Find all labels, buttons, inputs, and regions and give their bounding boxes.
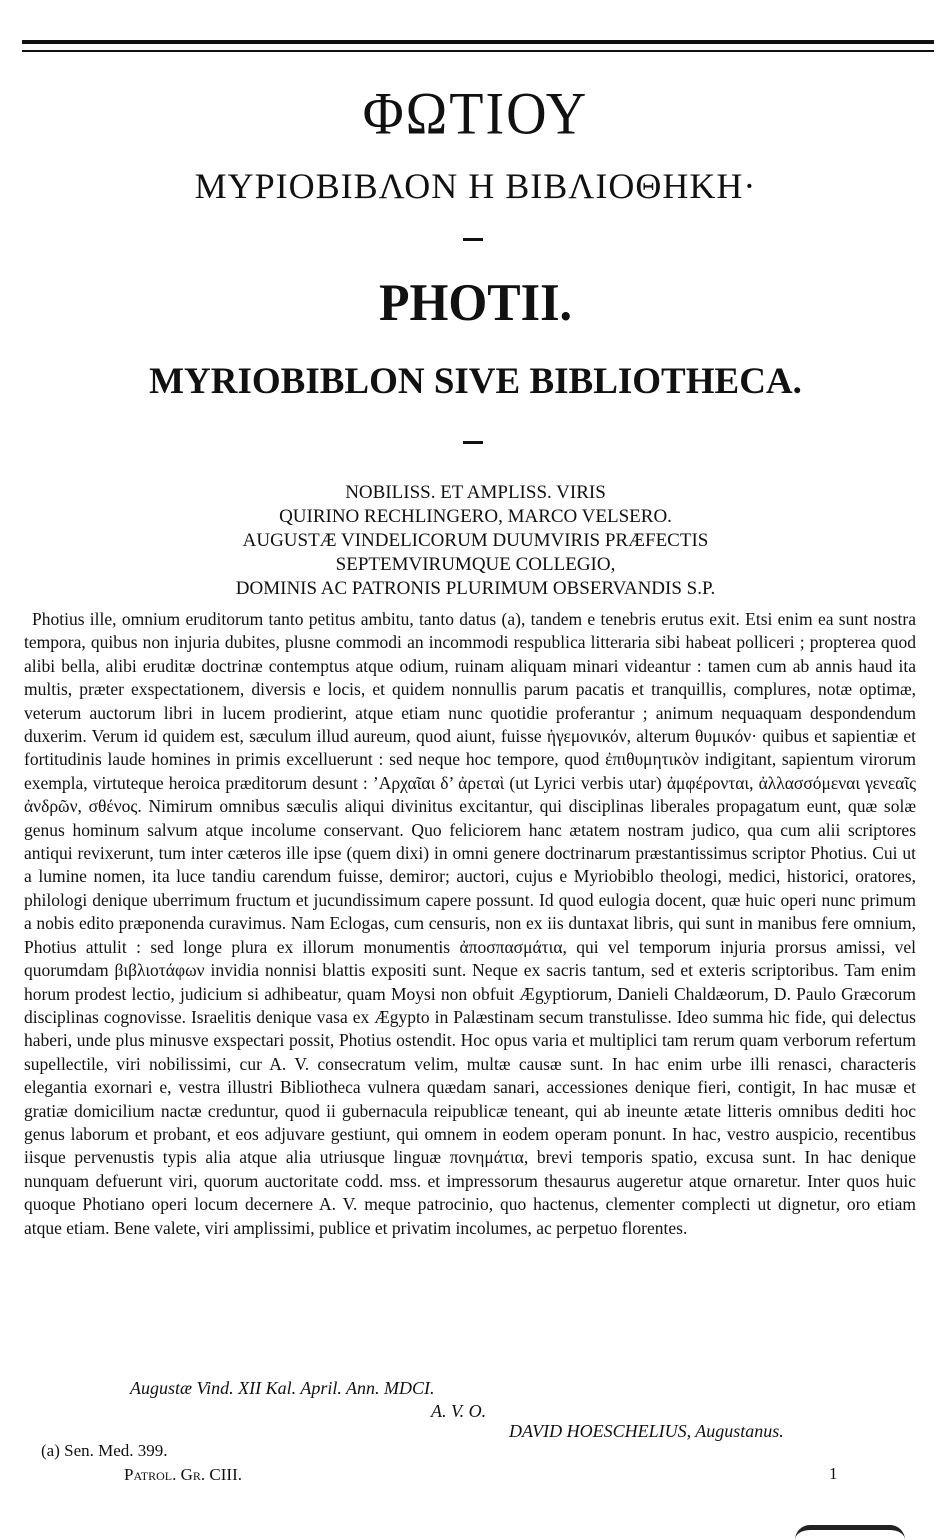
dedication-line: DOMINIS AC PATRONIS PLURIMUM OBSERVANDIS S.P. [235, 578, 716, 599]
latin-subtitle: MYRIOBIBLON SIVE BIBLIOTHECA. [149, 361, 802, 402]
latin-title: PHOTII. [378, 272, 573, 332]
letter-body [24, 608, 916, 1240]
closing-signature: DAVID HOESCHELIUS, Augustanus. [509, 1421, 784, 1441]
dedication-line: AUGUSTÆ VINDELICORUM DUUMVIRIS PRÆFECTIS [242, 530, 709, 551]
footnote: (a) Sen. Med. 399. [41, 1441, 168, 1460]
top-rule-thin [22, 50, 934, 52]
divider-dash-2 [463, 441, 483, 444]
dedication-line: QUIRINO RECHLINGERO, MARCO VELSERO. [279, 506, 672, 527]
letter-paragraph: Photius ille, omnium eruditorum tanto petitus ambitu, tanto datus (a), tandem e tenebris erutus exit. Etsi enim ea sunt nostra tempora, quibus non injuria dubites, plusne commodi an incommodi respublica litteraria sibi habeat polliceri ; propterea quod alibi bella, alibi eruditæ doctrinæ contemptus atque odium, ruinam aliquam minari videantur : tamen cum ab annis haud ita multis, præter exspectationem, diversis e locis, et quidem nonnullis parum pacatis et tranquillis, complures, notæ optimæ, veterum auctorum libri in lucem prodierint, atque etiam nunc quotidie proferantur ; animum nequaquam despondendum duxerim. Verum id quidem est, sæculum illud aureum, quod aiunt, fuisse ἡγεμονικόν, alterum θυμικόν· quibus et sapientiæ et fortitudinis laude homines in primis excelluerunt : sed neque hoc tempore, quod ἐπιθυμητικὸν indigitant, sapientum virorum exempla, virtuteque heroica præditorum desunt : ’Αρχαῖαι δ’ ἀρεταὶ (ut Lyrici verbis utar) ἀμφέρονται, ἀλλασσόμεναι γενεαῖς ἀνδρῶν, σθένος. Nimirum omnibus sæculis aliqui divinitus excitantur, qui disciplinas liberales propagatum eunt, quæ solæ genus hominum salvum atque incolume conservant. Quo feliciorem hanc ætatem nostram judico, qua cum alii scriptores antiqui revixerunt, tum inter cæteros ille ipse (quem dixi) in omni genere doctrinarum præstantissimus scriptor Photius. Cui ut a lumine nomen, ita luce tandiu carendum fuisse, demiror; auctori, cujus e Myriobiblo theologi, medici, historici, oratores, philologi denique uberrimum fructum et jucundissimum capere possunt. Id quod eulogia docent, quæ huic operi nunc primum a nobis edito præponenda curavimus. Nam Eclogas, cum censuris, non ex iis duntaxat libris, qui sunt in manibus fere omnium, Photius attulit : sed longe plura ex illorum monumentis ἀποσπασμάτια, qui vel temporum injuria prorsus amissi, vel quorumdam βιβλιοτάφων invidia nonnisi blattis expositi sunt. Neque ex sacris tantum, sed et exteris scriptoribus. Tam enim horum prodest lectio, judicium si adhibeatur, quam Moysi non obfuit Ægyptiorum, Danieli Chaldæorum, D. Paulo Græcorum disciplinas cognovisse. Israelitis denique vasa ex Ægypto in Palæstinam secum transtulisse. Ideo summa hic fide, qui delectus haberi, unde plus minusve exspectari possit, Photius ostendit. Hoc opus varia et multiplici tam rerum quam verborum refertum supellectile, viri nobilissimi, cur A. V. consecratum velim, multæ causæ sunt. In hac enim urbe illi renasci, characteris elegantia exornari e, vestra illustri Bibliotheca vulnera quædam sanari, accessiones denique fieri, contigit, In hac musæ et gratiæ domicilium nactæ creduntur, quod ii gubernacula reipublicæ teneant, qui ab ineunte ætate litteris omnibus dediti hoc genus laborum et probant, et eos adjuvare gestiunt, qui omnem in eodem operam ponunt. In hac, vestro auspicio, recentibus iisque pervenustis typis alia atque alia utriusque linguæ πονημάτια, brevi temporis spatio, excusa sunt. In hac denique nunquam defuerunt viri, quorum auctoritate codd. mss. et impressorum thesaurus augeretur atque ornaretur. Inter quos huic quoque Photiano operi locum decernere A. V. meque patrocinio, quo hactenus, clementer complecti ut dignetur, oro etiam atque etiam. Bene valete, viri amplissimi, publice et privatim incolumes, ac perpetuo florentes. [24, 609, 916, 1238]
dedication-line: SEPTEMVIRUMQUE COLLEGIO, [335, 554, 616, 575]
greek-title: ΦΩΤΙΟΥ [362, 80, 589, 148]
patrologia-reference: Patrol. Gr. CIII. [124, 1465, 242, 1484]
top-rule-thick [22, 40, 934, 44]
closing-date: Augustæ Vind. XII Kal. April. Ann. MDCI. [130, 1378, 435, 1398]
divider-dash-1 [463, 238, 483, 241]
closing-initials: A. V. O. [431, 1401, 487, 1421]
greek-subtitle: ΜΥΡΙΟΒΙΒΛΟΝ Η ΒΙΒΛΙΟΘΗΚΗ· [194, 166, 757, 206]
cropped-edge-mark [795, 1525, 905, 1540]
dedication-line: NOBILISS. ET AMPLISS. VIRIS [345, 482, 606, 503]
dedication-block [0, 481, 951, 601]
page-number: 1 [829, 1464, 838, 1483]
